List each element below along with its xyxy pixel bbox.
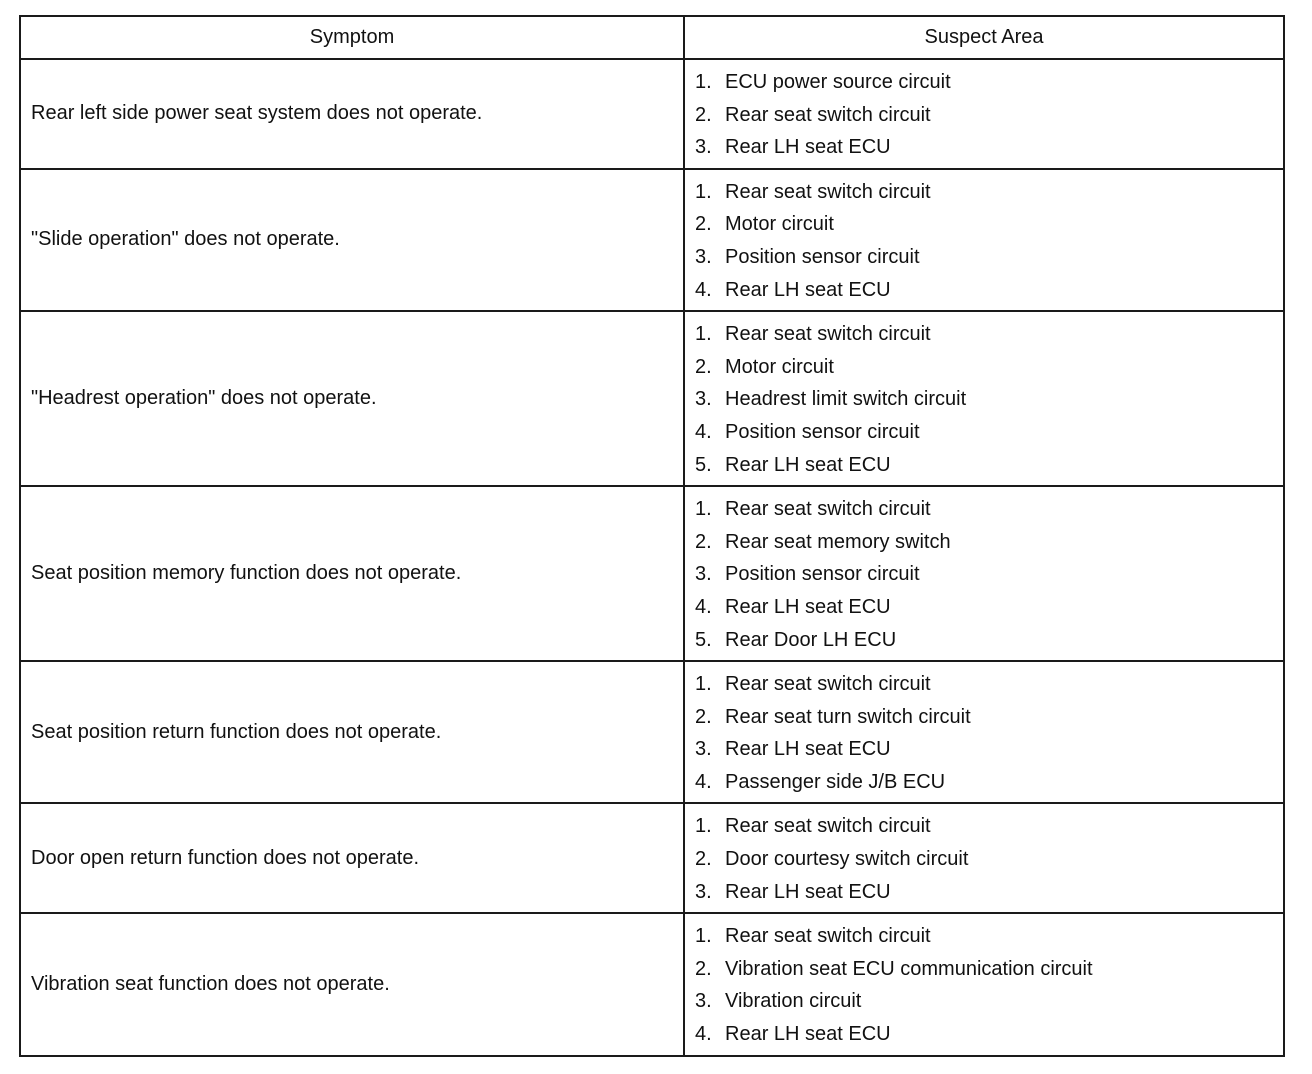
suspect-item	[695, 351, 1283, 384]
suspect-area-column-header: Suspect Area	[684, 16, 1284, 59]
suspect-item	[695, 274, 1283, 307]
symptom-cell: Rear left side power seat system does not operate.	[20, 59, 684, 169]
suspect-item-text: Rear LH seat ECU	[725, 738, 891, 761]
table-row	[20, 169, 1284, 311]
symptom-cell: Door open return function does not operate.	[20, 803, 684, 913]
suspect-item-number: 2.	[695, 530, 712, 553]
suspect-item-text: Position sensor circuit	[725, 420, 920, 443]
suspect-item-text: Rear seat switch circuit	[725, 925, 931, 948]
suspect-item	[695, 810, 1283, 843]
suspect-item-number: 1.	[695, 815, 712, 838]
symptom-cell: Seat position return function does not operate.	[20, 661, 684, 803]
suspect-item-number: 2.	[695, 103, 712, 126]
suspect-area-cell	[684, 486, 1284, 661]
suspect-item-text: ECU power source circuit	[725, 71, 951, 93]
suspect-item-number: 3.	[695, 990, 712, 1013]
suspect-item	[695, 624, 1283, 657]
suspect-item-number: 3.	[695, 563, 712, 586]
suspect-item-number: 2.	[695, 355, 712, 378]
suspect-item-text: Position sensor circuit	[725, 563, 920, 586]
suspect-item-number: 4.	[695, 278, 712, 301]
suspect-item-text: Position sensor circuit	[725, 245, 920, 268]
suspect-item-number: 1.	[695, 323, 712, 346]
table-body	[20, 59, 1284, 1056]
suspect-item	[695, 985, 1283, 1018]
suspect-item-text: Rear Door LH ECU	[725, 628, 897, 651]
suspect-item	[695, 953, 1283, 986]
suspect-item-text: Rear LH seat ECU	[725, 136, 891, 159]
suspect-item	[695, 733, 1283, 766]
suspect-item-number: 3.	[695, 880, 712, 903]
suspect-item-text: Rear seat switch circuit	[725, 103, 931, 126]
suspect-item-text: Headrest limit switch circuit	[725, 388, 967, 411]
suspect-item-text: Door courtesy switch circuit	[725, 848, 969, 871]
table-row	[20, 661, 1284, 803]
suspect-item-text: Rear LH seat ECU	[725, 595, 891, 618]
suspect-item-number: 1.	[695, 498, 712, 521]
symptom-cell: "Slide operation" does not operate.	[20, 169, 684, 311]
suspect-item-number: 2.	[695, 213, 712, 236]
suspect-item	[695, 176, 1283, 209]
suspect-item-text: Motor circuit	[725, 355, 834, 378]
suspect-item-number: 1.	[695, 180, 712, 203]
suspect-item	[695, 241, 1283, 274]
suspect-item	[695, 449, 1283, 482]
table-header	[20, 16, 1284, 59]
suspect-item-number: 4.	[695, 595, 712, 618]
suspect-item-number: 3.	[695, 738, 712, 761]
suspect-list	[695, 493, 1283, 656]
table-row	[20, 913, 1284, 1055]
suspect-item-number: 5.	[695, 453, 712, 476]
suspect-item-number: 2.	[695, 848, 712, 871]
suspect-area-cell	[684, 311, 1284, 486]
suspect-item-number: 2.	[695, 957, 712, 980]
suspect-item-number: 1.	[695, 71, 712, 93]
suspect-item-number: 4.	[695, 1023, 712, 1046]
suspect-item-number: 2.	[695, 705, 712, 728]
suspect-item-number: 3.	[695, 136, 712, 159]
table-row	[20, 803, 1284, 913]
table-row	[20, 486, 1284, 661]
suspect-item	[695, 701, 1283, 734]
suspect-item	[695, 131, 1283, 164]
suspect-area-cell	[684, 59, 1284, 169]
suspect-area-cell	[684, 803, 1284, 913]
table-row	[20, 311, 1284, 486]
suspect-list	[695, 810, 1283, 908]
suspect-item-number: 4.	[695, 420, 712, 443]
suspect-item-text: Rear LH seat ECU	[725, 278, 891, 301]
suspect-item-text: Vibration circuit	[725, 990, 862, 1013]
suspect-list	[695, 66, 1283, 164]
suspect-item-text: Rear seat memory switch	[725, 530, 951, 553]
suspect-item	[695, 920, 1283, 953]
header-row	[20, 16, 1284, 59]
suspect-item	[695, 318, 1283, 351]
suspect-item-text: Rear seat switch circuit	[725, 323, 931, 346]
suspect-item-number: 1.	[695, 673, 712, 696]
suspect-area-cell	[684, 913, 1284, 1055]
suspect-item-text: Rear LH seat ECU	[725, 880, 891, 903]
symptom-cell: Vibration seat function does not operate.	[20, 913, 684, 1055]
suspect-list	[695, 920, 1283, 1050]
suspect-item-text: Rear seat turn switch circuit	[725, 705, 971, 728]
suspect-item-text: Motor circuit	[725, 213, 834, 236]
suspect-list	[695, 318, 1283, 481]
symptom-cell: Seat position memory function does not operate.	[20, 486, 684, 661]
suspect-item-text: Vibration seat ECU communication circuit	[725, 957, 1093, 980]
suspect-item	[695, 766, 1283, 799]
suspect-item	[695, 66, 1283, 99]
suspect-item-text: Rear seat switch circuit	[725, 673, 931, 696]
symptom-column-header: Symptom	[20, 16, 684, 59]
suspect-item-number: 5.	[695, 628, 712, 651]
symptom-cell: "Headrest operation" does not operate.	[20, 311, 684, 486]
suspect-item-text: Rear LH seat ECU	[725, 453, 891, 476]
suspect-item	[695, 558, 1283, 591]
suspect-item-text: Passenger side J/B ECU	[725, 770, 946, 793]
suspect-item-number: 3.	[695, 245, 712, 268]
suspect-item	[695, 383, 1283, 416]
suspect-area-cell	[684, 661, 1284, 803]
suspect-list	[695, 176, 1283, 306]
suspect-item	[695, 591, 1283, 624]
problem-symptoms-table	[19, 15, 1285, 1057]
suspect-item-text: Rear seat switch circuit	[725, 815, 931, 838]
suspect-item	[695, 208, 1283, 241]
suspect-item-text: Rear seat switch circuit	[725, 498, 931, 521]
suspect-item-number: 1.	[695, 925, 712, 948]
suspect-item	[695, 493, 1283, 526]
suspect-area-cell	[684, 169, 1284, 311]
suspect-item-text: Rear seat switch circuit	[725, 180, 931, 203]
suspect-item	[695, 526, 1283, 559]
suspect-item	[695, 843, 1283, 876]
suspect-item-number: 3.	[695, 388, 712, 411]
suspect-item	[695, 668, 1283, 701]
suspect-list	[695, 668, 1283, 798]
suspect-item	[695, 99, 1283, 132]
suspect-item	[695, 876, 1283, 909]
suspect-item-text: Rear LH seat ECU	[725, 1023, 891, 1046]
suspect-item	[695, 1018, 1283, 1051]
table-row	[20, 59, 1284, 169]
suspect-item	[695, 416, 1283, 449]
suspect-item-number: 4.	[695, 770, 712, 793]
